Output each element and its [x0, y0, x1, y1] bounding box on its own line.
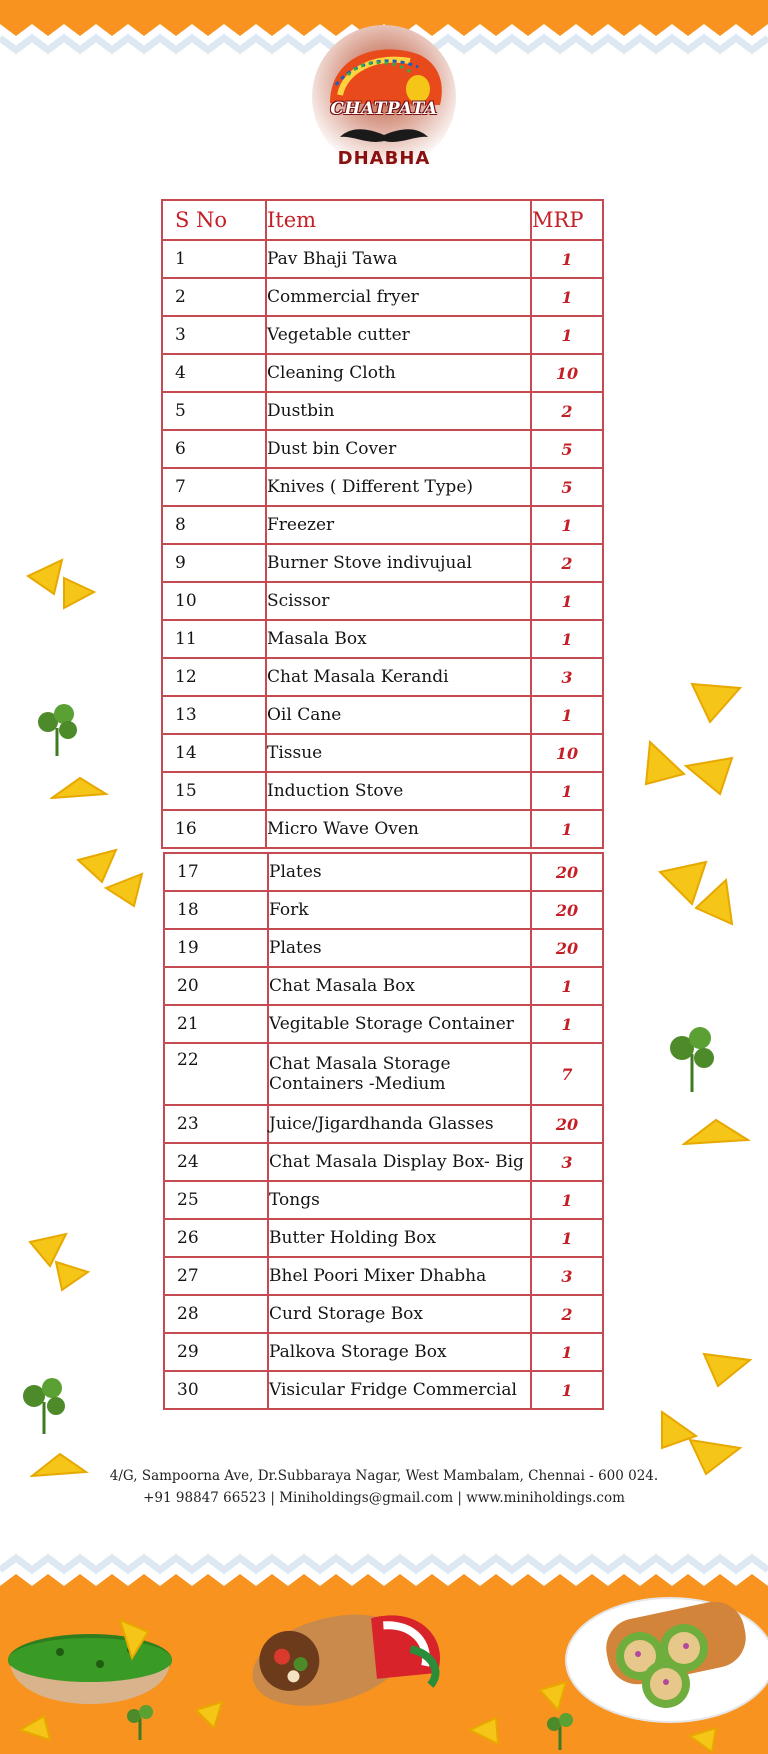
row-number: 25 — [164, 1181, 268, 1219]
header-sno: S No — [162, 200, 266, 240]
row-item: Juice/Jigardhanda Glasses — [268, 1105, 531, 1143]
row-item: Micro Wave Oven — [266, 810, 531, 848]
row-number: 23 — [164, 1105, 268, 1143]
row-item: Chat Masala Display Box- Big — [268, 1143, 531, 1181]
row-mrp: 1 — [531, 506, 603, 544]
row-number: 14 — [162, 734, 266, 772]
row-mrp: 1 — [531, 1371, 603, 1409]
row-number: 3 — [162, 316, 266, 354]
table-row — [162, 582, 603, 620]
table-row — [162, 430, 603, 468]
row-mrp: 10 — [531, 354, 603, 392]
row-item: Butter Holding Box — [268, 1219, 531, 1257]
row-item — [268, 1043, 531, 1105]
row-mrp: 1 — [531, 1333, 603, 1371]
table-row — [164, 1219, 603, 1257]
coriander-leaf-icon — [18, 1374, 70, 1436]
table-row — [162, 620, 603, 658]
row-item: Dust bin Cover — [266, 430, 531, 468]
table-row — [164, 967, 603, 1005]
row-item: Tongs — [268, 1181, 531, 1219]
row-item-line1: Chat Masala Storage — [269, 1054, 451, 1074]
table-row — [164, 1143, 603, 1181]
row-mrp: 2 — [531, 392, 603, 430]
table-row — [162, 696, 603, 734]
table-row — [162, 392, 603, 430]
table-row — [162, 810, 603, 848]
row-item: Palkova Storage Box — [268, 1333, 531, 1371]
table-row — [162, 734, 603, 772]
row-mrp: 3 — [531, 1257, 603, 1295]
row-number: 20 — [164, 967, 268, 1005]
footer-address: 4/G, Sampoorna Ave, Dr.Subbaraya Nagar, West Mambalam, Chennai - 600 024. — [109, 1468, 659, 1484]
row-item-line2: Containers -Medium — [269, 1074, 446, 1094]
row-item: Plates — [268, 929, 531, 967]
row-item: Fork — [268, 891, 531, 929]
row-number: 9 — [162, 544, 266, 582]
row-mrp: 1 — [531, 278, 603, 316]
row-number: 19 — [164, 929, 268, 967]
nacho-chip-icon — [26, 1232, 96, 1292]
row-item: Burner Stove indivujual — [266, 544, 531, 582]
row-mrp: 1 — [531, 582, 603, 620]
table-row — [164, 1043, 603, 1105]
header-mrp: MRP — [531, 200, 603, 240]
row-item: Chat Masala Box — [268, 967, 531, 1005]
row-item: Knives ( Different Type) — [266, 468, 531, 506]
row-number: 29 — [164, 1333, 268, 1371]
nacho-chip-icon — [640, 682, 750, 812]
items-table-part1 — [161, 199, 604, 849]
row-number: 5 — [162, 392, 266, 430]
row-item: Freezer — [266, 506, 531, 544]
table-row — [162, 240, 603, 278]
table-row — [164, 1333, 603, 1371]
logo-wordmark-bottom: DHABHA — [337, 148, 431, 169]
items-table-part2 — [163, 852, 604, 1410]
table-header-row — [162, 200, 603, 240]
row-item: Plates — [268, 853, 531, 891]
row-mrp: 1 — [531, 772, 603, 810]
row-number: 28 — [164, 1295, 268, 1333]
nacho-chip-icon — [24, 556, 104, 616]
row-number: 21 — [164, 1005, 268, 1043]
row-number: 22 — [164, 1043, 268, 1105]
row-mrp: 1 — [531, 810, 603, 848]
table-row — [164, 1257, 603, 1295]
coriander-leaf-icon — [32, 700, 82, 758]
row-mrp: 10 — [531, 734, 603, 772]
row-mrp: 20 — [531, 853, 603, 891]
nacho-chip-icon — [682, 1118, 752, 1152]
logo-wordmark-top: CHATPATA — [330, 99, 438, 119]
table-row — [164, 929, 603, 967]
row-number: 16 — [162, 810, 266, 848]
nacho-chip-icon — [76, 848, 150, 910]
row-number: 7 — [162, 468, 266, 506]
row-number: 24 — [164, 1143, 268, 1181]
row-mrp: 7 — [531, 1043, 603, 1105]
bottom-food-band — [0, 1540, 768, 1754]
row-item: Bhel Poori Mixer Dhabha — [268, 1257, 531, 1295]
row-number: 18 — [164, 891, 268, 929]
row-number: 15 — [162, 772, 266, 810]
row-mrp: 1 — [531, 316, 603, 354]
row-item: Oil Cane — [266, 696, 531, 734]
table-row — [164, 1371, 603, 1409]
table-row — [164, 1181, 603, 1219]
row-number: 13 — [162, 696, 266, 734]
header-item: Item — [266, 200, 531, 240]
row-mrp: 1 — [531, 1219, 603, 1257]
row-number: 1 — [162, 240, 266, 278]
coriander-leaf-icon — [664, 1024, 720, 1094]
table-row — [164, 853, 603, 891]
row-mrp: 1 — [531, 696, 603, 734]
row-mrp: 2 — [531, 1295, 603, 1333]
row-item: Vegitable Storage Container — [268, 1005, 531, 1043]
row-mrp: 5 — [531, 468, 603, 506]
table-row — [162, 506, 603, 544]
row-item: Pav Bhaji Tawa — [266, 240, 531, 278]
row-item: Curd Storage Box — [268, 1295, 531, 1333]
row-mrp: 20 — [531, 891, 603, 929]
row-item: Commercial fryer — [266, 278, 531, 316]
row-number: 26 — [164, 1219, 268, 1257]
table-row — [164, 1005, 603, 1043]
row-item: Scissor — [266, 582, 531, 620]
row-item: Vegetable cutter — [266, 316, 531, 354]
table-row — [164, 1105, 603, 1143]
row-mrp: 1 — [531, 1181, 603, 1219]
row-number: 11 — [162, 620, 266, 658]
row-mrp: 20 — [531, 1105, 603, 1143]
nacho-chip-icon — [50, 776, 110, 806]
row-number: 12 — [162, 658, 266, 696]
row-item: Dustbin — [266, 392, 531, 430]
row-mrp: 1 — [531, 620, 603, 658]
table-row — [162, 544, 603, 582]
table-row — [162, 354, 603, 392]
row-mrp: 1 — [531, 1005, 603, 1043]
row-mrp: 3 — [531, 658, 603, 696]
row-item: Tissue — [266, 734, 531, 772]
row-item: Induction Stove — [266, 772, 531, 810]
row-item: Cleaning Cloth — [266, 354, 531, 392]
table-row — [162, 278, 603, 316]
brand-logo — [300, 25, 468, 175]
row-mrp: 1 — [531, 967, 603, 1005]
table-row — [162, 658, 603, 696]
table-row — [164, 891, 603, 929]
row-item: Chat Masala Kerandi — [266, 658, 531, 696]
row-number: 10 — [162, 582, 266, 620]
nacho-chip-icon — [656, 1352, 756, 1482]
row-number: 27 — [164, 1257, 268, 1295]
footer-contact: +91 98847 66523 | Miniholdings@gmail.com | www.miniholdings.com — [143, 1490, 625, 1506]
row-number: 4 — [162, 354, 266, 392]
row-mrp: 3 — [531, 1143, 603, 1181]
row-number: 6 — [162, 430, 266, 468]
table-row — [164, 1295, 603, 1333]
row-number: 17 — [164, 853, 268, 891]
table-row — [162, 772, 603, 810]
row-item: Visicular Fridge Commercial — [268, 1371, 531, 1409]
nacho-chip-icon — [656, 858, 736, 928]
row-number: 30 — [164, 1371, 268, 1409]
row-mrp: 2 — [531, 544, 603, 582]
row-mrp: 1 — [531, 240, 603, 278]
row-mrp: 5 — [531, 430, 603, 468]
row-number: 2 — [162, 278, 266, 316]
row-mrp: 20 — [531, 929, 603, 967]
table-row — [162, 468, 603, 506]
table-row — [162, 316, 603, 354]
row-number: 8 — [162, 506, 266, 544]
row-item: Masala Box — [266, 620, 531, 658]
